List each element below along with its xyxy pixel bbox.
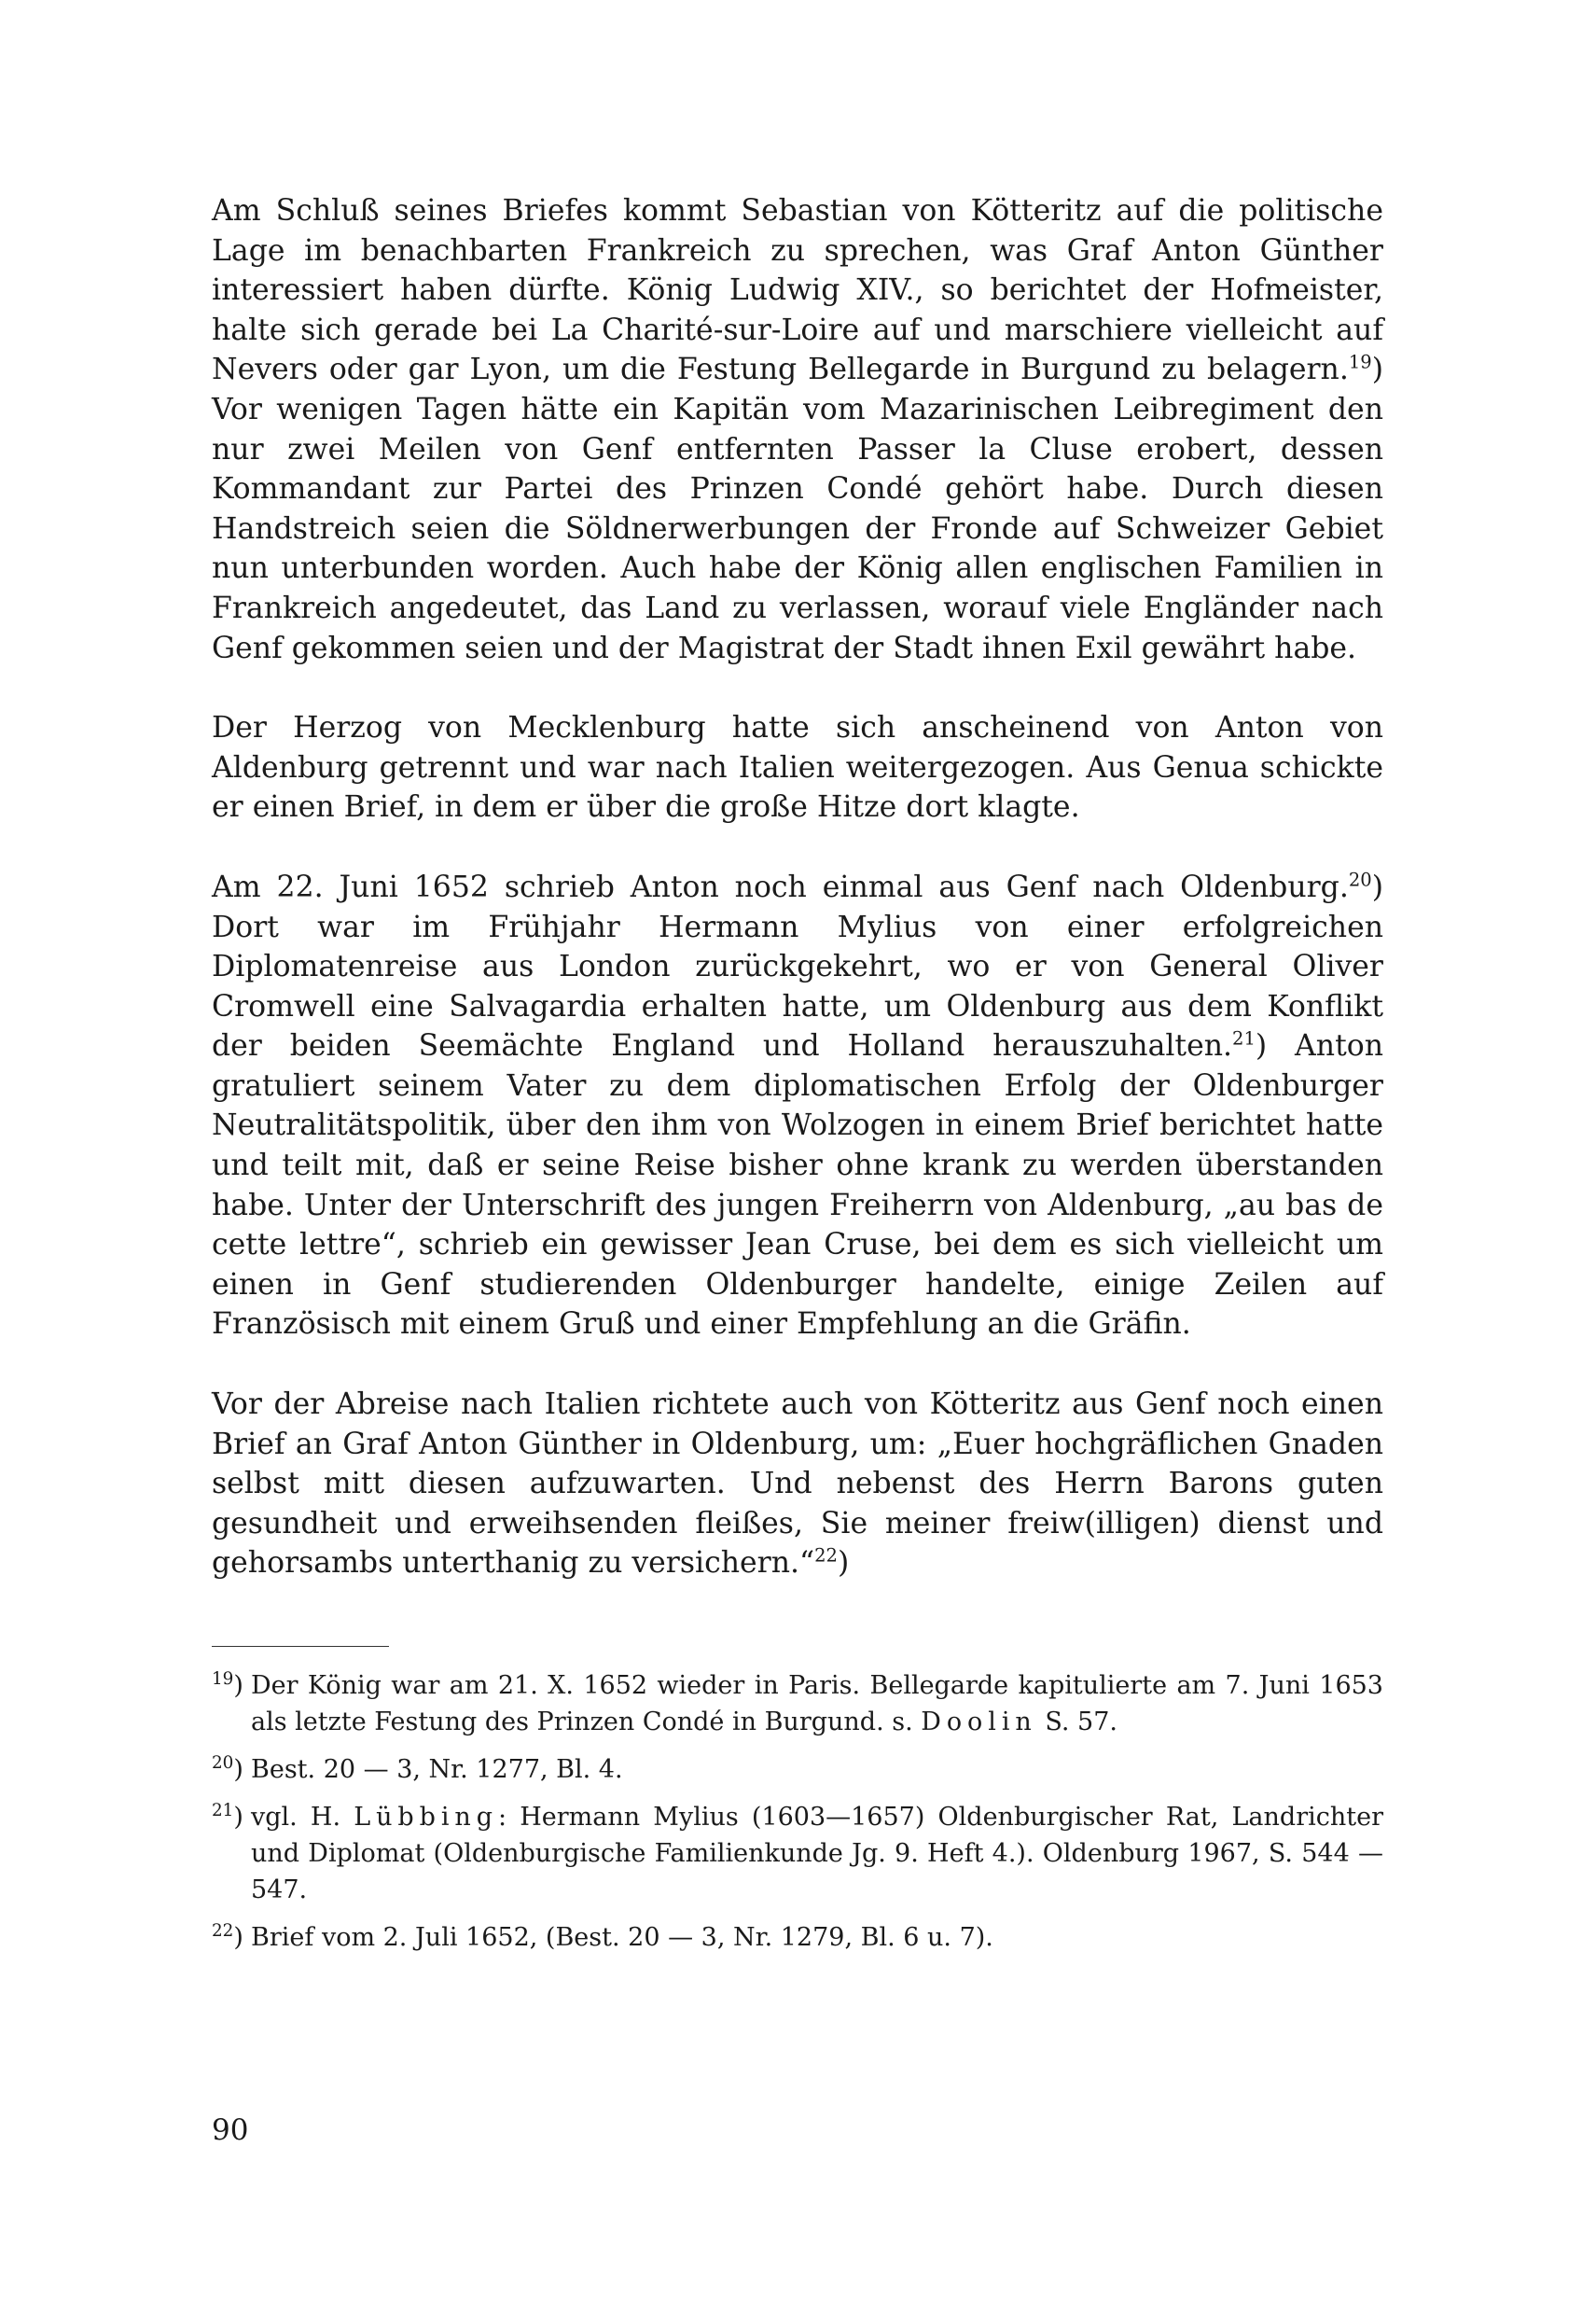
paragraph-text: ) Vor wenigen Tagen hätte ein Kapitän vom Mazarinischen Leibregiment den nur zwei Meilen von Genf entfernten Passer la Cluse erobert, dessen Kommandant zur Partei des Prinzen Condé gehört habe. Durch diesen Handstreich seien die Söldnerwerbungen der Fronde auf Schweizer Gebiet nun unterbunden worden. Auch habe der König allen englischen Familien in Frankreich angedeutet, das Land zu verlassen, worauf viele Engländer nach Genf gekommen seien und der Magistrat der Stadt ihnen Exil gewährt habe. (212, 353, 1383, 665)
footnote-21 (212, 1799, 1383, 1908)
paragraph-4 (212, 1385, 1383, 1583)
paragraph-text: Am 22. Juni 1652 schrieb Anton noch einmal aus Genf nach Oldenburg. (212, 870, 1349, 904)
footnote-number: 19 (212, 1669, 234, 1689)
footnote-marker: $^{22}$) (212, 1921, 243, 1952)
footnote-marker: $^{21}$) (212, 1801, 243, 1832)
page-number: 90 (212, 2113, 249, 2147)
paragraph-text: Vor der Abreise nach Italien richtete auch von Kötteritz aus Genf noch einen Brief an Graf Anton Günther in Oldenburg, um: „Euer hochgräflichen Gnaden selbst mitt diesen aufzuwarten. Und nebenst des Herrn Barons guten gesundheit und erweihsenden fleißes, Sie meiner freiw(illigen) dienst und gehorsambs unterthanig zu versichern.“ (212, 1387, 1383, 1581)
footnote-text-part: vgl. H. (251, 1803, 354, 1832)
page-body (212, 191, 1383, 1956)
footnote-text-part: : Hermann Mylius (1603—1657) Oldenburgischer Rat, Landrichter und Diplomat (Oldenburgische Familienkunde Jg. 9. Heft 4.). Oldenburg 1967, S. 544 — 547. (251, 1803, 1383, 1904)
footnote-number: 21 (212, 1801, 234, 1820)
footnote-text (251, 1667, 1383, 1740)
footnote-marker: $^{19}$) (212, 1669, 243, 1700)
footnote-reference: 20 (1348, 869, 1372, 891)
paragraph-text: ) (837, 1546, 850, 1581)
paragraph-text: Der Herzog von Mecklenburg hatte sich anscheinend von Anton von Aldenburg getrennt und war nach Italien weitergezogen. Aus Genua schickte er einen Brief, in dem er über die große Hitze dort klagte. (212, 711, 1383, 825)
footnote-text (251, 1919, 1383, 1956)
footnote-reference: 22 (814, 1544, 838, 1567)
footnote-text-part: S. 57. (1036, 1708, 1117, 1736)
footnote-text-part: Brief vom 2. Juli 1652, (Best. 20 — 3, Nr. 1279, Bl. 6 u. 7). (251, 1923, 993, 1952)
footnote-text-part: Best. 20 — 3, Nr. 1277, Bl. 4. (251, 1755, 623, 1784)
paragraph-2 (212, 708, 1383, 828)
paragraph-text: ) Anton gratuliert seinem Vater zu dem diplomatischen Erfolg der Oldenburger Neutralitätspolitik, über den ihm von Wolzogen in einem Brief berichtet hatte und teilt mit, daß er seine Reise bisher ohne krank zu werden überstanden habe. Unter der Unterschrift des jungen Freiherrn von Aldenburg, „au bas de cette lettre“, schrieb ein gewisser Jean Cruse, bei dem es sich vielleicht um einen in Genf studierenden Oldenburger handelte, einige Zeilen auf Französisch mit einem Gruß und einer Empfehlung an die Gräfin. (212, 1029, 1383, 1342)
paragraph-text: ) Dort war im Frühjahr Hermann Mylius von einer erfolgreichen Diplomatenreise aus London zurückgekehrt, wo er von General Oliver Cromwell eine Salvagardia erhalten hatte, um Oldenburg aus dem Konflikt der beiden Seemächte England und Holland herauszuhalten. (212, 870, 1383, 1064)
footnote-20 (212, 1751, 1383, 1788)
footnote-reference: 21 (1232, 1027, 1256, 1050)
footnote-marker: $^{20}$) (212, 1753, 243, 1784)
footnote-author: Doolin (921, 1708, 1037, 1736)
footnote-text-part: Der König war am 21. X. 1652 wieder in Paris. Bellegarde kapitulierte am 7. Juni 1653 als letzte Festung des Prinzen Condé in Burgund. s. (251, 1671, 1383, 1736)
footnote-divider (212, 1646, 389, 1647)
footnote-number: 22 (212, 1921, 234, 1941)
footnotes (212, 1667, 1383, 1956)
paragraph-1 (212, 191, 1383, 668)
footnote-text (251, 1751, 1383, 1788)
footnote-text (251, 1799, 1383, 1908)
footnote-22 (212, 1919, 1383, 1956)
footnote-author: Lübbing (354, 1803, 498, 1832)
footnote-number: 20 (212, 1753, 234, 1773)
paragraph-text: Am Schluß seines Briefes kommt Sebastian von Kötteritz auf die politische Lage im benachbarten Frankreich zu sprechen, was Graf Anton Günther interessiert haben dürfte. König Ludwig XIV., so berichtet der Hofmeister, halte sich gerade bei La Charité-sur-Loire auf und marschiere vielleicht auf Nevers oder gar Lyon, um die Festung Bellegarde in Burgund zu belagern. (212, 194, 1383, 387)
footnote-19 (212, 1667, 1383, 1740)
footnote-reference: 19 (1348, 351, 1372, 373)
paragraph-3 (212, 868, 1383, 1345)
